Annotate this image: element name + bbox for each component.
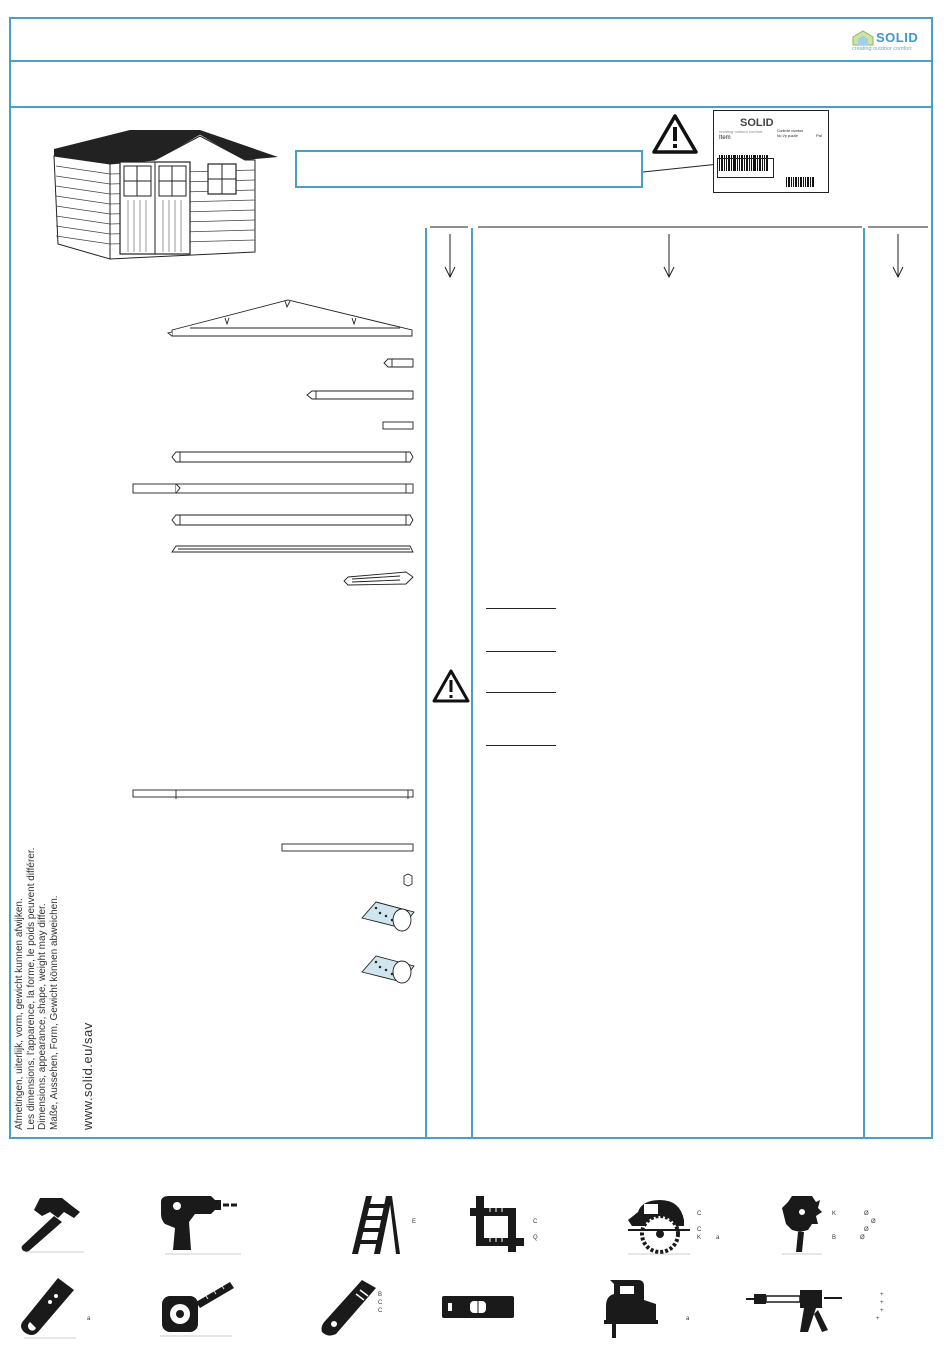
brand-logo [852,30,932,54]
roofing-roll-2-part [362,956,414,983]
header-bar [9,17,933,62]
disclaimer-fr: Les dimensions, l'apparence, la forme, le poids peuvent différer. [25,847,37,1130]
tool-letter: + [880,1300,884,1306]
title-bar [9,60,933,108]
nut-part [404,874,412,886]
trim-board-part [282,844,413,851]
tool-letter: a [716,1235,720,1241]
hand-saw-icon [16,1276,80,1340]
note-line-2 [486,651,556,652]
parts-drawings [130,296,420,996]
tool-letter: Ø [871,1219,876,1225]
product-label-sticker [713,110,829,193]
tool-letter: Q [533,1235,538,1241]
drill-icon [155,1192,243,1256]
caulking-gun-icon [744,1284,844,1336]
tool-letter: B [378,1292,383,1298]
arrow-down-icon [445,234,903,277]
sticker-field-1: Controle number [777,129,804,133]
gable-part [168,300,412,336]
tool-letter: K [832,1211,837,1217]
utility-knife-icon [318,1276,383,1338]
brand-tagline: creating outdoor comfort [852,46,912,52]
tool-letter: + [880,1292,884,1298]
tool-letter: C [378,1308,383,1314]
sticker-highlight-box [717,158,774,178]
callout-box [295,150,643,188]
barcode-small-icon [786,177,816,187]
sticker-field-2: No Vp puzzle [777,134,798,138]
note-line-3 [486,692,556,693]
circular-saw-icon [624,1194,692,1256]
note-line-4 [486,745,556,746]
tool-letter: C [533,1219,538,1225]
column-divider-1 [425,228,427,1138]
tool-letter: + [880,1308,884,1314]
sticker-field-3: Pal [816,133,822,138]
disclaimer-de: Maße, Aussehen, Form, Gewicht können abweichen. [48,895,60,1130]
block-part [383,422,413,429]
jigsaw-icon [598,1276,662,1340]
ladder-icon [348,1194,404,1256]
disclaimer-nl: Afmetingen, uiterlijk, vorm, gewicht kunnen afwijken. [14,898,25,1130]
tool-letter: E [412,1219,417,1225]
floor-beam-part [133,790,413,799]
tool-letter: C [697,1227,702,1233]
square-ruler-icon [466,1194,526,1256]
tool-letter: B [832,1235,837,1241]
sticker-tagline: creating outdoor comfort [719,129,763,134]
tool-letter: C [697,1211,702,1217]
hammer-icon [16,1192,86,1256]
tool-letter: K [697,1235,702,1241]
tool-letter: Ø [864,1211,869,1217]
warning-icon-2 [431,668,471,704]
sill-part [172,546,413,552]
shed-illustration [50,124,285,264]
floor-board-bundle-part [344,572,413,585]
column-divider-2 [471,228,473,1138]
column-divider-3 [863,228,865,1138]
tool-letter: a [686,1316,690,1322]
website-link[interactable]: www.solid.eu/sav [80,1022,95,1130]
house-logo-icon [852,30,874,46]
tool-letter: + [876,1316,880,1322]
disclaimer-en: Dimensions, appearance, shape, weight may differ. [37,903,48,1130]
medium-log-part [307,391,413,399]
tape-measure-icon [156,1276,236,1338]
roofing-roll-1-part [362,902,414,931]
disclaimer-text [14,848,60,1130]
brand-name: SOLID [876,30,919,45]
long-log-3-part [172,515,413,525]
warning-icon [651,112,699,156]
sticker-item: Item [719,135,731,141]
tool-letter: Ø [860,1235,865,1241]
long-log-2-part [133,484,413,493]
spirit-level-icon [440,1292,516,1322]
callout-connector [643,160,723,180]
note-line-1 [486,608,556,609]
hole-saw-icon [778,1194,824,1256]
sticker-brand: SOLID [740,117,774,129]
tool-letter: Ø [864,1227,869,1233]
tool-letter: C [378,1300,383,1306]
tool-letter: a [87,1316,91,1322]
long-log-1-part [172,452,413,462]
column-arrows [420,222,940,282]
short-beam-part [384,359,413,367]
